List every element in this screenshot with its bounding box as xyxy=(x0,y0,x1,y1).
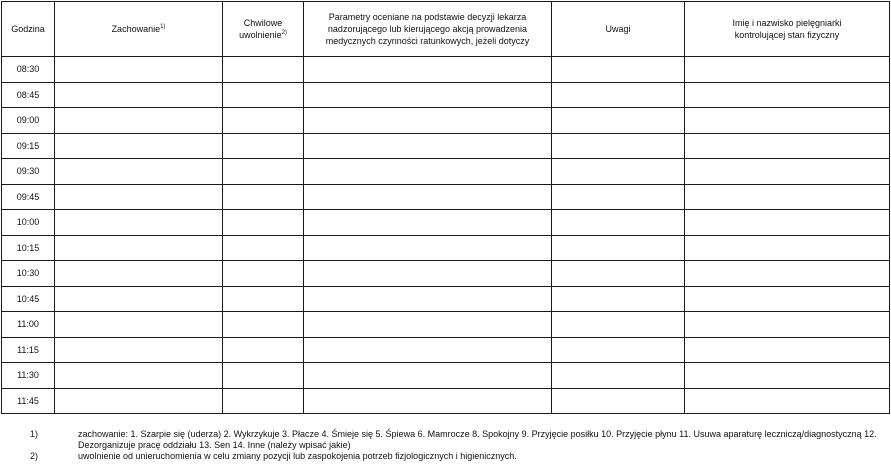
imie-nazwisko-cell[interactable] xyxy=(685,337,890,363)
table-row xyxy=(2,337,890,363)
footnote-text: zachowanie: 1. Szarpie się (uderza) 2. Wykrzykuje 3. Płacze 4. Śmieje się 5. Śpiewa 6. Mamrocze 8. Spokojny 9. Przyjęcie posiłku 10. Przyjęcie płynu 11. Usuwa aparaturę leczniczą/diagnostyczną 12. Dezorganizuje pracę oddziału 13. Sen 14. Inne (należy wpisać jakie) xyxy=(78,429,877,450)
uwagi-cell[interactable] xyxy=(552,108,685,134)
header-imie-nazwisko: Imię i nazwisko pielęgniarki kontrolującej stan fizyczny xyxy=(685,2,890,57)
imie-nazwisko-cell[interactable] xyxy=(685,312,890,338)
footnote-ref-1: 1) xyxy=(160,24,166,30)
time-cell: 10:00 xyxy=(2,210,55,236)
chwilowe-uwolnienie-cell[interactable] xyxy=(223,210,304,236)
time-cell: 09:15 xyxy=(2,133,55,159)
parametry-cell[interactable] xyxy=(304,108,552,134)
time-cell: 11:30 xyxy=(2,363,55,389)
parametry-cell[interactable] xyxy=(304,159,552,185)
imie-nazwisko-cell[interactable] xyxy=(685,261,890,287)
parametry-cell[interactable] xyxy=(304,363,552,389)
chwilowe-uwolnienie-cell[interactable] xyxy=(223,388,304,414)
table-row xyxy=(2,159,890,185)
zachowanie-cell[interactable] xyxy=(55,184,223,210)
parametry-cell[interactable] xyxy=(304,286,552,312)
table-body xyxy=(2,57,890,414)
zachowanie-cell[interactable] xyxy=(55,210,223,236)
parametry-cell[interactable] xyxy=(304,261,552,287)
chwilowe-uwolnienie-cell[interactable] xyxy=(223,159,304,185)
zachowanie-cell[interactable] xyxy=(55,261,223,287)
uwagi-cell[interactable] xyxy=(552,184,685,210)
time-cell: 09:00 xyxy=(2,108,55,134)
uwagi-cell[interactable] xyxy=(552,210,685,236)
parametry-cell[interactable] xyxy=(304,82,552,108)
header-zachowanie: Zachowanie$^{1)}$ xyxy=(55,2,223,57)
time-cell: 10:45 xyxy=(2,286,55,312)
chwilowe-uwolnienie-cell[interactable] xyxy=(223,286,304,312)
chwilowe-uwolnienie-cell[interactable] xyxy=(223,261,304,287)
time-cell: 11:15 xyxy=(2,337,55,363)
imie-nazwisko-cell[interactable] xyxy=(685,286,890,312)
header-godzina: Godzina xyxy=(2,2,55,57)
footnote-ref-2: 2) xyxy=(281,30,287,36)
table-row xyxy=(2,184,890,210)
chwilowe-uwolnienie-cell[interactable] xyxy=(223,363,304,389)
time-cell: 08:45 xyxy=(2,82,55,108)
uwagi-cell[interactable] xyxy=(552,57,685,83)
zachowanie-cell[interactable] xyxy=(55,57,223,83)
uwagi-cell[interactable] xyxy=(552,261,685,287)
footnotes xyxy=(30,429,880,462)
zachowanie-cell[interactable] xyxy=(55,388,223,414)
chwilowe-uwolnienie-cell[interactable] xyxy=(223,337,304,363)
parametry-cell[interactable] xyxy=(304,337,552,363)
chwilowe-uwolnienie-cell[interactable] xyxy=(223,133,304,159)
uwagi-cell[interactable] xyxy=(552,286,685,312)
uwagi-cell[interactable] xyxy=(552,312,685,338)
parametry-cell[interactable] xyxy=(304,184,552,210)
table-row xyxy=(2,210,890,236)
header-uwagi: Uwagi xyxy=(552,2,685,57)
imie-nazwisko-cell[interactable] xyxy=(685,82,890,108)
zachowanie-cell[interactable] xyxy=(55,108,223,134)
parametry-cell[interactable] xyxy=(304,388,552,414)
parametry-cell[interactable] xyxy=(304,133,552,159)
footnote-item xyxy=(30,451,880,462)
uwagi-cell[interactable] xyxy=(552,363,685,389)
zachowanie-cell[interactable] xyxy=(55,363,223,389)
time-cell: 11:00 xyxy=(2,312,55,338)
table-row xyxy=(2,261,890,287)
zachowanie-cell[interactable] xyxy=(55,235,223,261)
uwagi-cell[interactable] xyxy=(552,235,685,261)
time-cell: 11:45 xyxy=(2,388,55,414)
zachowanie-cell[interactable] xyxy=(55,337,223,363)
table-row xyxy=(2,57,890,83)
chwilowe-uwolnienie-cell[interactable] xyxy=(223,312,304,338)
zachowanie-cell[interactable] xyxy=(55,159,223,185)
uwagi-cell[interactable] xyxy=(552,337,685,363)
imie-nazwisko-cell[interactable] xyxy=(685,235,890,261)
uwagi-cell[interactable] xyxy=(552,388,685,414)
footnote-item xyxy=(30,429,880,451)
imie-nazwisko-cell[interactable] xyxy=(685,133,890,159)
zachowanie-cell[interactable] xyxy=(55,286,223,312)
header-chwilowe-uwolnienie: Chwilowe uwolnienie$^{2)}$ xyxy=(223,2,304,57)
table-row xyxy=(2,235,890,261)
chwilowe-uwolnienie-cell[interactable] xyxy=(223,108,304,134)
table-row xyxy=(2,108,890,134)
uwagi-cell[interactable] xyxy=(552,82,685,108)
parametry-cell[interactable] xyxy=(304,210,552,236)
imie-nazwisko-cell[interactable] xyxy=(685,210,890,236)
imie-nazwisko-cell[interactable] xyxy=(685,108,890,134)
table-row xyxy=(2,133,890,159)
uwagi-cell[interactable] xyxy=(552,159,685,185)
time-cell: 08:30 xyxy=(2,57,55,83)
zachowanie-cell[interactable] xyxy=(55,312,223,338)
table-row xyxy=(2,363,890,389)
footnote-text: uwolnienie od unieruchomienia w celu zmiany pozycji lub zaspokojenia potrzeb fizjologicznych i higienicznych. xyxy=(78,451,517,461)
footnote-number: 2) xyxy=(30,451,39,461)
table-header-row xyxy=(2,2,890,57)
chwilowe-uwolnienie-cell[interactable] xyxy=(223,184,304,210)
time-cell: 09:30 xyxy=(2,159,55,185)
uwagi-cell[interactable] xyxy=(552,133,685,159)
imie-nazwisko-cell[interactable] xyxy=(685,184,890,210)
chwilowe-uwolnienie-cell[interactable] xyxy=(223,82,304,108)
imie-nazwisko-cell[interactable] xyxy=(685,57,890,83)
table-row xyxy=(2,286,890,312)
zachowanie-cell[interactable] xyxy=(55,82,223,108)
time-cell: 09:45 xyxy=(2,184,55,210)
observation-table xyxy=(1,1,890,414)
parametry-cell[interactable] xyxy=(304,235,552,261)
zachowanie-cell[interactable] xyxy=(55,133,223,159)
chwilowe-uwolnienie-cell[interactable] xyxy=(223,57,304,83)
time-cell: 10:30 xyxy=(2,261,55,287)
table-row xyxy=(2,388,890,414)
parametry-cell[interactable] xyxy=(304,312,552,338)
header-parametry: Parametry oceniane na podstawie decyzji lekarza nadzorującego lub kierującego akcją prowadzenia medycznych czynności ratunkowych, jeżeli dotyczy xyxy=(304,2,552,57)
parametry-cell[interactable] xyxy=(304,57,552,83)
footnote-number: 1) xyxy=(30,429,39,439)
table-row xyxy=(2,312,890,338)
imie-nazwisko-cell[interactable] xyxy=(685,159,890,185)
table-row xyxy=(2,82,890,108)
imie-nazwisko-cell[interactable] xyxy=(685,363,890,389)
chwilowe-uwolnienie-cell[interactable] xyxy=(223,235,304,261)
time-cell: 10:15 xyxy=(2,235,55,261)
imie-nazwisko-cell[interactable] xyxy=(685,388,890,414)
